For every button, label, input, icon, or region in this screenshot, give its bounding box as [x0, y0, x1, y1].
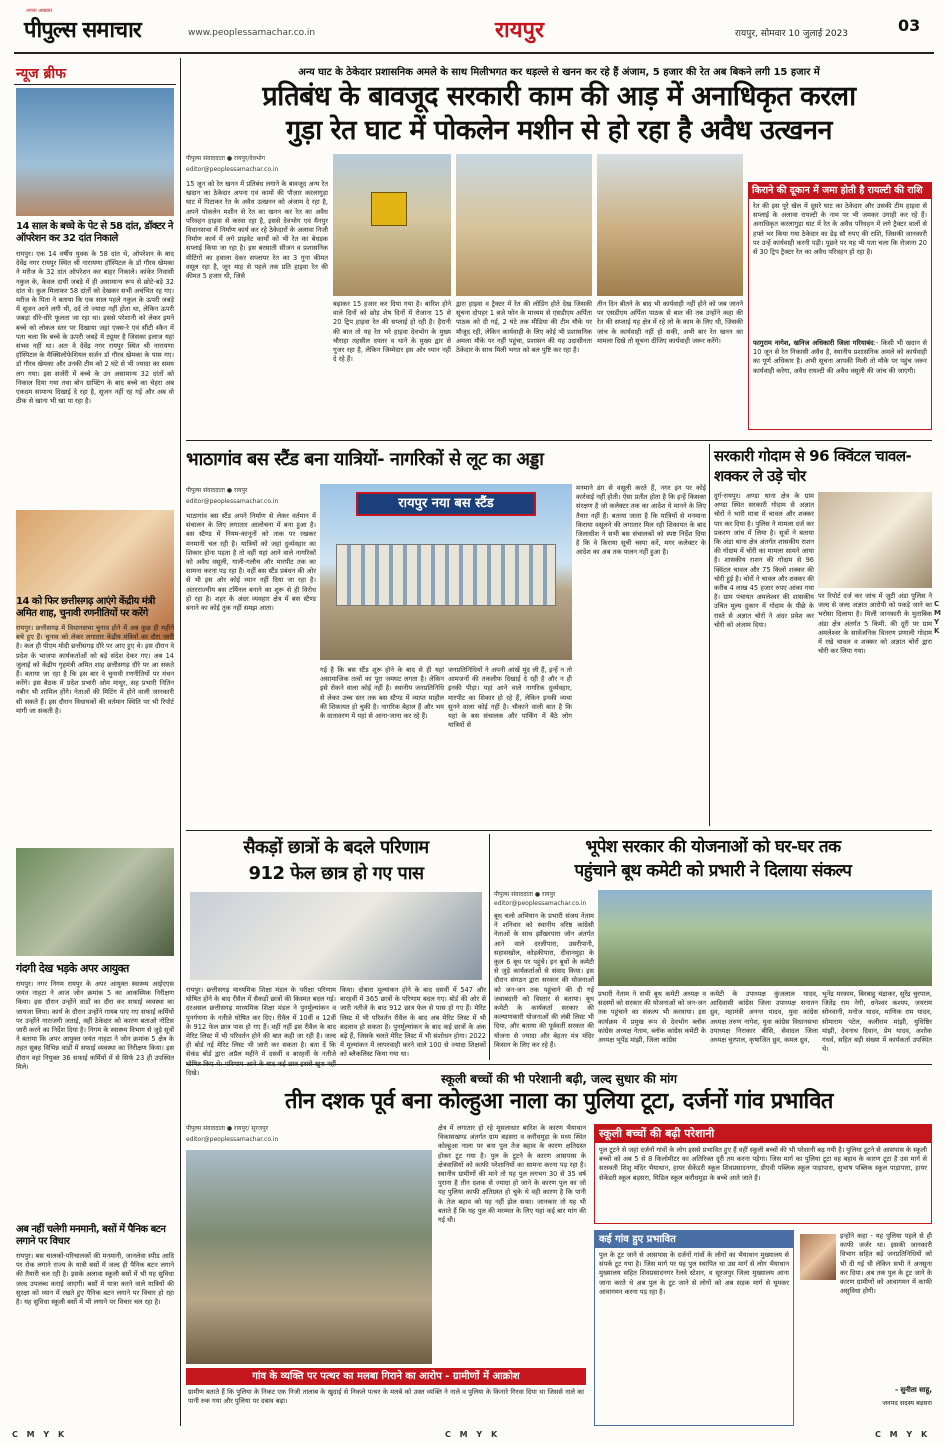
booth-col4: भुनेंद्र मरकाम, बिरबाहु चंद्राकर, सुरेंद्र चुरपाल, जितेंद्र राम नेगी, धनेश्वर कश्यप, जयराम सोनवानी, मनोज यादव, माणिक राम यादव, सोमाराम पटेल, कलीराम मांझी, युधिष्ठिर मांझी, देवनाथ दिवान, प्रेम यादव, अशोक गंधर्व, सहित बड़ी संख्या में कार्यकर्ता उपस्थित थे। — [822, 990, 932, 1054]
official-quote-text: इन्होंने कहा - यह पुलिया पहले से ही काफी जर्जर था। इसकी जानकारी विभाग सहित बड़े जनप्रतिनिधियों को भी दी गई थी लेकिन सभी ने अनसुना कर दिया। अब तक पुल के टूट जाने के कारण ग्रामीणों को आवागमन में काफी असुविधा होगी। — [840, 1232, 932, 1296]
amit-shah-photo — [16, 510, 174, 640]
booth-email[interactable]: editor@peoplessamachar.co.in — [494, 900, 587, 907]
cmyk-marks-right: C M Y K — [875, 1430, 931, 1439]
column-divider — [709, 444, 710, 826]
brief4-body: रायपुर। बस चालकों-परिचालकों की मनमानी, जानलेवा स्पीड आदि पर रोक लगाने राज्य के यात्री बसों में जल्द ही पैनिक बटन लगाने की तैयारी चल रही है। इसके अलावा स्कूली बसों में भी यह सुविधा जल्द उपलब्ध कराई जाएगी। बसों में यात्रा करने वाले यात्रियों की सुरक्षा को ध्यान में रखते हुए पैनिक बटन लगाने पर विचार हो रहा है। यह सुविधा स्कूली बसों में भी लगाने पर विचार चल रहा है। — [16, 1252, 174, 1307]
divider — [186, 440, 932, 441]
excavator-icon — [371, 192, 407, 226]
bus-col4: मनमाने ढंग से वसूली करते हैं, नगर इन पर कोई कार्रवाई नहीं होती। ऐसा प्रतीत होता है कि इन्हें किसका संरक्षण है जो कलेक्टर तक का आदेश ये मानने के लिए तैयार नहीं हैं। बताया जाता है कि यात्रियों से मनमाना किराया वसूलने की लगातार मिल रही शिकायत के बाद जिलाधीश ने सभी बस संचालकों को स्पष्ट निर्देश दिया है कि वे किराया सूची चस्पा करें, मगर कलेक्टर के आदेश का अब तक पालन नहीं हुआ है। — [576, 484, 706, 557]
lead-headline-1: प्रतिबंध के बावजूद सरकारी काम की आड़ में अनाधिकृत करला — [262, 81, 856, 112]
stone-debris-body: ग्रामीण बताते हैं कि पुलिया के निकट एक निजी तालाब के खुदाई से निकले पत्थर के मलबे को उक्त व्यक्ति ने नाले व पुलिया के किनारे गिरवा दिया था जिससे नाले का पानी रुक गया और पुलिया पर दबाव बढ़ा। — [188, 1388, 584, 1406]
divider — [186, 830, 932, 831]
sand-ghat-photo — [597, 154, 743, 296]
royalty-sidebar-title: किराने की दूकान में जमा होती है रायल्टी की राशि — [749, 183, 931, 199]
masthead — [0, 0, 945, 58]
godown-body: दुर्ग-रायपुर। अण्डा थाना क्षेत्र के ग्राम अण्डा स्थित सरकारी गोदाम से अज्ञात चोरों ने भारी मात्रा में चावल और शक्कर पार कर दिया है। पुलिस ने मामला दर्ज कर प्रकरण जांच में लिया है। सूत्रों ने बताया कि अंडा थाना क्षेत्र अंतर्गत शासकीय राशन की गोदाम में चोरी का मामला सामने आया है। शासकीय राशन की गोदाम से 96 क्विंटल चावल और 75 किलो शक्कर की चोरी हुई है। चोरों ने चावल और शक्कर की करीब 4 लाख 45 हजार रुपए आंका गया है। ग्राम पंचायत अमलेश्वर की शासकीय उचित मूल्य दुकान में गोदाम के पीछे के रास्ते से अज्ञात चोरों ने अंदर प्रवेश कर चोरी को अंजाम दिया। — [714, 492, 814, 629]
brief3-body: रायपुर। नगर निगम रायपुर के अपर आयुक्त स्वास्थ्य आईएएस जयंत नाहटा ने आज जोन क्रमांक 5 का आकस्मिक निरीक्षण किया। इस दौरान उन्होंने वार्डों का दौरा कर सफाई व्यवस्था का जायजा लिया। कार्य के दौरान उन्होंने गायब पाए गए सफाई कर्मियों पर उन्होंने नाराजगी जताई, वहीं ठेकेदार को कारण बताओ नोटिस जारी करने का निर्देश दिया है। निगम के स्वास्थ्य विभाग से जुड़े सूत्रों ने बताया कि अपर आयुक्त जयंत नाहटा ने जोन क्रमांक 5 क्षेत्र के तहत सुबह विभिन्न वार्डों में सफाई व्यवस्था का निरीक्षण किया। इस दौरान वहां नियुक्त 36 सफाई कर्मियों में से सिर्फ 23 ही उपस्थित मिले। — [16, 980, 174, 1071]
dateline: रायपुर, सोमवार 10 जुलाई 2023 — [735, 29, 849, 39]
stone-debris-box — [186, 1368, 586, 1426]
column-divider — [489, 834, 490, 1060]
paper-logo: पीपुल्स समाचार — [24, 18, 141, 43]
page-number: 03 — [898, 16, 921, 35]
lead-col1: 15 जून को रेत खनन में प्रतिबंध लगाने के बावजूद अन्य रेत खदान का ठेकेदार अपना एवं कामों की पौज़ार करलागुड़ा घाट में पिटाकर रेत के अवैध उत्खनन को अंजाम दे रहा है, अपने पोकलेन मशीन से रेत का खनन कर रेत का अवैध परिवहन हाइवा से करवा रहा है, इससे देवभोग एवं मैनपुर विधानसभा में निर्माण कार्य कर रहे ठेकेदारों के अलावा निजी निर्माण कार्य में लगे प्राइवेट कार्यों को भी रेत का बेधड़क सप्लाई किया जा रहा है। इस बरसाती सीजन व प्रशासनिक मीटिंगों का हवाला देकर सप्लायर रेत का 3 गुना कीमत वसूल रहा है, जून माह से पहले तक प्रति हाइवा रेत की कीमत 5 हजार थी, जिसे — [186, 180, 328, 281]
cmyk-footer — [0, 1428, 945, 1445]
brief4-headline: अब नहीं चलेगी मनमानी, बसों में पैनिक बटन लगाने पर विचार — [16, 1224, 166, 1247]
lead-col2: बढ़ाकर 15 हजार कर दिया गया है। बारिश होने वाले दिनों को छोड़ शेष दिनों में रोजाना 15 से 20 ट्रिप हाइवा रेत की सप्लाई हो रही है। हैरानी की बात तो यह रेत भरे हाइवा देवभोग के मुख्य चौराहा तहसील दफ्तर व थाने के मुख्य द्वार से गुजर रहा है, लेकिन जिम्मेदार इस ओर ध्यान नहीं दे रहे हैं। — [333, 300, 451, 364]
bus-col3: जनप्रतिनिधियों ने अपनी आंखें मूंद ली हैं, इन्हें न तो आमजनों की तकलीफ दिखाई दे रही है और न ही इनकी पीड़ा। यहां आने वाले नागरिक दुर्व्यवहार, मारपीट का शिकार हो रहे हैं, लेकिन इनकी व्यथा सुनने वाला कोई नहीं है। चौकाने वाली बात है कि यहां के बस संचालक और पार्किंग में बैठे लोग यात्रियों से — [448, 666, 572, 730]
booth-committee-photo — [598, 890, 932, 986]
brief2-body: रायपुर। छत्तीसगढ़ में विधानसभा चुनाव होने में अब कुछ ही महीने बचे हुए हैं। चुनाव को लेकर लगातार केंद्रीय मंत्रियों का दौरा जारी है। कल ही पीएम मोदी छत्तीसगढ़ दौरे पर आए हुए थे। इस दौरान वे प्रदेश के भाजपा कार्यकर्ताओं को बड़े संदेश देकर गए। अब 14 जुलाई को केंद्रीय गृहमंत्री अमित शाह छत्तीसगढ़ दौरे पर आ सकते हैं। बताया जा रहा है कि इस बार वे चुनावी रणनीतियों पर मंथन करेंगे। इस बैठक में प्रदेश प्रभारी ओम माथुर, सह प्रभारी नितिन नबीन भी शामिल होंगे। नेताओं की मिटिंग में होने वाली जानकारी सी सकते हैं। इस दौरान विधायकों की वर्तमान स्थिति पर भी रिपोर्ट मांगी जा सकती है। — [16, 624, 174, 715]
divider — [14, 84, 176, 85]
bridge-story — [186, 1068, 932, 1426]
bus-stand-building — [336, 544, 556, 606]
cmyk-marks-center: C M Y K — [445, 1430, 501, 1439]
lead-story — [186, 58, 932, 436]
students-problem-title: स्कूली बच्चों की बढ़ी परेशानी — [595, 1125, 931, 1143]
royalty-sidebar-quote: फागुराम नागेश, खनिज अधिकारी जिला गरियाबंद:- किसी भी खदान से 10 जून से रेत निकासी अवैध है, स्थानीय प्रशासनिक अमले को कार्यवाही का पूर्ण अधिकार है। अभी सूचना आपकी मिली तो मौके पर पहुंच जरूर कार्यवाही करेगा, अवैध रायल्टी की अवैध वसूली की जांच की जाएगी। — [753, 339, 927, 375]
bus-story — [186, 444, 706, 826]
masthead-tagline: अपना अखबार — [26, 8, 53, 14]
lead-byline: पीपुल्स संवाददाता ● रायपुर/देवभोग — [186, 155, 266, 162]
teeth-photo — [16, 88, 174, 216]
lead-headline-2: गुड़ा रेत घाट में पोकलेन मशीन से हो रहा है अवैध उत्खनन — [286, 115, 832, 146]
brief1-body: रायपुर। एक 14 वर्षीय युवक के 58 दांत थे, ऑपरेशन के बाद देवेंद्र नगर रायपुर स्थित श्री नारायणा हॉस्पिटल के डॉ गौरव खेमका ने मरीज के 32 दांत ऑपरेशन कर बाहर निकाले। कांकेर निवासी नकुल के, केवल दायीं जबड़े में ही असामान्य रूप से छोटे-बड़े 32 दांत थे। कुल मिलाकर 58 दांतों को देखकर सभी अचंभित रह गए। मरीज के पिता ने बताया कि एक साल पहले नकुल के ऊपरी जबड़े में सूजन आने लगी थी, दर्द तो ज्यादा नहीं होता था, लेकिन ऊपरी जबड़ा धीरे-धीरे फूलता जा रहा था। इससे परेशानी को लेकर इमने बच्चे को लोकल स्तर पर दिखाया जहां एक्स-रे एवं सीटी स्कैन में पता चला कि बच्चे के ऊपरी जबड़े में ट्यूमर है जिसका इलाज यहां संभव नहीं था। अतः वे देवेंद्र नगर रायपुर स्थित श्री नारायणा हॉस्पिटल के मैक्सिलोफेशियल सर्जन डॉ गौरव खेमका के पास गए। डॉ गौरव खेमका और उनकी टीम को 2 घंटे से भी ज्यादा का समय लग गया। इस सर्जरी में बच्चे के उन असामान्य 32 दांतों को निकाल दिया गया तथा बोन ग्राफ्टिंग के बाद बच्चे का चेहरा अब एकदम सामान्य दिखाई दे रहा है, सूजन नहीं रह गई और अब वो ठीक से खाना भी खा पा रहा है। — [16, 250, 174, 406]
column-divider — [180, 58, 181, 1426]
trolley-photo — [456, 154, 592, 296]
official-quote — [800, 1230, 932, 1426]
brief2-headline: 14 को फिर छत्तीसगढ़ आएंगे केंद्रीय मंत्री अमित शाह, चुनावी रणनीतियों पर करेंगे — [16, 596, 155, 619]
bridge-byline: पीपुल्स संवाददाता ● रायपुर/ सूरजपुर — [186, 1125, 269, 1132]
official-name: - सुनीता साहू, — [895, 1386, 932, 1394]
booth-byline: पीपुल्स संवाददाता ● रायपुर — [494, 891, 556, 898]
booth-col1: बूथ चलो अभियान के प्रभारी संजय नेताम ने शनिवार को स्थानीय वरिष्ठ कांग्रेसी नेताओं के साथ झाँखरपारा जोन अंतर्गत आने वाले दरलीपारा, उसरीपानी, सहासखोल, कोड़कीपारा, दीवानमुड़ा के कुल 6 बूथ पर पहुंचे। इन बूथों के कमेटी से जुड़े कार्यकर्ताओं से संवाद किया। इस दौरान संगठन द्वारा सरकार की योजनाओं को जन-जन तक पहुंचाने की दी गई जवाबदारी को विस्तार से बताया। बूथ कमेटी के कार्यकर्ता सरकार की कल्याणकारी योजनाओं की लंबी लिस्ट भी दिया, और बताया की पूर्ववर्ती सरकार की योजना से ज्यादा और बेहतर मंत्र मंदिर किसान के लिए कर रहे हैं। — [494, 912, 594, 1049]
masthead-rule — [14, 52, 934, 54]
godown-body2: पर रिपोर्ट दर्ज कर जांच में जुटी अंडा पुलिस ने जल्द से जल्द अज्ञात आरोपी को पकड़े जाने का भरोसा दिलाया है। मिली जानकारी के मुताबिक अंडा क्षेत्र अंतर्गत 5 किमी. की दूरी पर ग्राम अमलेश्वर के सार्वजनिक वितरण प्रणाली गोदाम में रखे चावल व शक्कर को अज्ञात चोरों द्वारा चोरी कर लिया गया। — [818, 592, 932, 656]
lead-col3: द्वारा हाइवा व ट्रैक्टर में रेत की लोडिंग होते देख जिसकी सूचना दोपहर 1 बजे फोन के माध्यम से एसडीएम अर्पिता पाठक को दी गई, 2 घंटे तक मीडिया की टीम मौके पर मौजूद रही, लेकिन कार्यवाही के लिए कोई भी प्रशासनिक अमला मौके पर नहीं पहुंचा, प्रशासन की यह उदासीनता ठेकेदार के साथ मिली भगत को बल पुष्टि कर रहा है। — [456, 300, 592, 355]
students-headline-2: 912 फेल छात्र हो गए पास — [248, 863, 424, 884]
bus-col2: गई है कि बस स्टैंड शुरू होने के बाद से ही यहां असामाजिक तत्वों का पूरा जमघट लगता है। लेकिन इसे रोकने वाला कोई नहीं है। स्थानीय जनप्रतिनिधि से लेकर उच्च स्तर तक बस स्टैण्ड में व्याप्त माहौल की शिकायत हो चुकी है। नागरिक बेहाल हैं और भय के वातावरण में यहां से आना-जाना कर रहे हैं। — [320, 666, 444, 721]
lead-kicker: अन्य घाट के ठेकेदार प्रशासनिक अमले के साथ मिलीभगत कर धड़ल्ले से खनन कर रहे हैं अंजाम, 5 हजार की रेत अब बिकने लगी 15 हजार में — [298, 67, 820, 78]
students-headline-1: सैकड़ों छात्रों के बदले परिणाम — [243, 837, 429, 858]
city-label: रायपुर — [495, 18, 544, 43]
bus-email[interactable]: editor@peoplessamachar.co.in — [186, 498, 279, 505]
royalty-sidebar — [748, 182, 932, 430]
broken-bridge-photo — [186, 1150, 432, 1364]
stone-debris-title: गांव के व्यक्ति पर पत्थर का मलबा गिराने का आरोप - ग्रामीणों में आक्रोश — [186, 1368, 586, 1385]
villages-affected-sidebar — [594, 1230, 794, 1426]
students-problem-body: पुल टूटने से जहां दर्जनों गांवों के लोग इससे प्रभावित हुए हैं वहीं स्कूली बच्चों की भी परेशानी बढ़ गयी है। पुलिया टूटने से आसपास के स्कूली बच्चों को अब 5 से 8 किलोमीटर का अतिरिक्त दूरी तय करना पड़ेगा। जिस मार्ग का पुलिया टूटा वह बहाव के कारण टूटा है उस मार्ग से सरस्वती शिशु मंदिर भैयाथान, हायर सेकेंडरी स्कूल शिवप्रसादनगर, डीएवी पब्लिक स्कूल पाड़ापारा, सुभाष पब्लिक स्कूल पाड़ापारा, हायर सेकेंडरी स्कूल बड़सरा, मिडिल स्कूल करौंधमुड़ा के बच्चे आते जाते हैं। — [599, 1146, 927, 1182]
booth-headline-2: पहुंचाने बूथ कमेटी को प्रभारी ने दिलाया संकल्प — [574, 861, 852, 881]
bus-byline: पीपुल्स संवाददाता ● रायपुर — [186, 487, 248, 494]
brief1-headline: 14 साल के बच्चे के पेट से 58 दांत, डॉक्टर ने ऑपरेशन कर 32 दांत निकाले — [16, 221, 173, 244]
cmyk-side-marks: C M Y K — [934, 600, 941, 635]
godown-story — [714, 444, 932, 826]
bus-headline: भाठागांव बस स्टैंड बना यात्रियों- नागरिकों से लूट का अड्डा — [186, 449, 544, 470]
lead-email[interactable]: editor@peoplessamachar.co.in — [186, 166, 279, 173]
news-brief-label: न्यूज ब्रीफ — [16, 66, 66, 82]
bridge-kicker: स्कूली बच्चों की भी परेशानी बढ़ी, जल्द सुधार की मांग — [440, 1072, 678, 1086]
rice-sacks-photo — [818, 492, 932, 588]
paper-url[interactable]: www.peoplessamachar.co.in — [188, 28, 316, 38]
divider — [186, 1064, 932, 1065]
villages-affected-body: पुल के टूट जाने से आसपास के दर्जनों गांवों के लोगों का भैयाथान मुख्यालय से संपर्क टूट गया है। जिस मार्ग पर यह पुल स्थापित था उस मार्ग से लोग भैयाथान मुख्यालय सहित शिवप्रसादनगर रेलवे स्टेशन, व सूरजपुर जिला मुख्यालय आना जाना करते थे अब पुल के टूट जाने से लोगों को अब सड़क मार्ग से घूमकर आवागमन करना पड़ रहा है। — [599, 1251, 789, 1296]
official-title: जनपद सदस्य बड़सरा — [882, 1399, 932, 1407]
students-col2: किया। दोबारा मूल्यांकन होने के बाद दसवीं में 547 और बारहवीं में 365 छात्रों के परिणाम बदल गए। बोर्ड की ओर से जारी नतीजे के बाद 912 छात्र फेल से पास हो गए हैं। मेरिट लिस्ट में भी परिवर्तन रीवैल के बाद अब मेरिट लिस्ट में भी बदलाव हो सकता है। पुनर्मूल्यांकन के बाद कई छात्रों के अंक बढ़े हैं, जिसके चलते मेरिट लिस्ट में भी संशोधन होगा। 2022 में मूल्यांकन में लापरवाही करने वाले 100 से ज्यादा शिक्षकों को ब्लैकलिस्ट किया गया था। — [340, 986, 486, 1059]
cmyk-marks-left: C M Y K — [12, 1430, 68, 1439]
students-col1: रायपुर। छत्तीसगढ़ माध्यमिक शिक्षा मंडल के परीक्षा परिणाम घोषित होने के बाद रीवैल में सैकड़ों छात्रों की किस्मत बदल गई। दरअसल छत्तीसगढ़ माध्यमिक शिक्षा मंडल ने पुनर्मूल्यांकन व पुनर्गणना के नतीजे घोषित कर दिए। रीवैल में 10वीं व 12वीं के 912 फेल छात्र पास हो गए हैं। वहीं नहीं इस रीवैल के बाद मेरिट लिस्ट में भी परिवर्तन होने की बात कही जा रही है। जल्द ही बोर्ड नई मेरिट लिस्ट भी जारी कर सकता है। बता दें कि सेकंड बोर्ड द्वारा अप्रैल महीने में दसवीं व बारहवीं के नतीजे दिखे। — [186, 986, 336, 1077]
bridge-email[interactable]: editor@peoplessamachar.co.in — [186, 1136, 279, 1143]
villages-affected-title: कई गांव हुए प्रभावित — [595, 1231, 793, 1248]
news-brief-column — [14, 58, 176, 1426]
students-story — [186, 834, 486, 1077]
official-photo — [800, 1234, 836, 1280]
royalty-sidebar-body: रेत की इस पूरे खेल में दूसरे घाट का ठेकेदार और उसकी टीम हाइवा से सप्लाई के अलावा रायल्टी के नाम पर भी जमकर उगाही कर रहे हैं। अनाधिकृत करलागुड़ा घाट में रेत के अवैध परिवहन में लगे ट्रैक्टर वालों से हफ्ते भर किया गया ठेकेदार का डेढ़ सौ रुपए की राशि, जिसकी जानकारी पर उन्हें कार्यवाही करनी पड़ी। पूछने पर यह भी पता चला कि रोजाना 20 से 30 ट्रिप ट्रैक्टर रेत का अवैध परिवहन हो रहा है। — [753, 202, 927, 257]
lead-col4: तीन दिन बीतने के बाद भी कार्यवाही नहीं होने को जब जानने पर एसडीएम अर्पिता पाठक से बात की तब उन्होंने कहा की रेत की सप्लाई यह क्षेत्र में रहे लो के काम के लिए थी, जिसकी जांच के कार्यवाही नहीं हो सकी, अभी बार रेत खनन का मामला दिखे तो सूचना दीजिए कार्यवाही जरूर करेंगे। — [597, 300, 743, 345]
board-office-photo — [190, 892, 482, 980]
brief3-headline: गंदगी देख भड़के अपर आयुक्त — [16, 962, 129, 975]
godown-headline: सरकारी गोदाम से 96 क्विंटल चावल-शक्कर ले उड़े चोर — [714, 447, 912, 485]
booth-story — [494, 834, 932, 1060]
officer-photo — [16, 848, 174, 956]
bridge-col1: क्षेत्र में लगातार हो रहे मूसलाधार बारिश के कारण भैयाथान विकासखण्ड अंतर्गत ग्राम बड़सरा व करौंधमुड़ा के मध्य स्थित कोल्हुआ नाला पर बना पुल तेज बहाव के कारण क्षतिग्रस्त होकर टूट गया है। पुल के टूटने के कारण आसपास के क्षेत्रवासियों को काफी परेशानियों का सामना करना पड़ रहा है। स्थानीय ग्रामीणों की माने तो यह पुल लगभग 30 से 35 वर्ष पुराना है तीन दशक से ज्यादा हो जाने के कारण पुल का जो यह पुलिया काफी क्षतिग्रस्त हो चुके थे वही कारण है कि पानी के तेज बहाव को यह नहीं झेल सका। जानकार तो यह भी बताते हैं कि यह पुल की मरम्मत के लिए यहां कई बार मांग की गई थी। — [438, 1124, 586, 1225]
students-problem-sidebar — [594, 1124, 932, 1224]
bridge-headline: तीन दशक पूर्व बना कोल्हुआ नाला का पुलिया टूटा, दर्जनों गांव प्रभावित — [285, 1089, 833, 1114]
bus-stand-banner: रायपुर नया बस स्टैंड — [356, 492, 536, 516]
booth-headline-1: भूपेश सरकार की योजनाओं को घर-घर तक — [585, 837, 841, 857]
booth-col2: प्रभारी नेताम ने सभी बूथ कमेटी अध्यक्ष व सदस्यों को सरकार की योजनाओं को जन-जन तक पहुंचाने का संकल्प भी करवाया। इस कार्यक्रम में प्रमुख रूप से देवभोग ब्लॉक कांग्रेस अध्यक्ष नेताम, ब्लॉक कांग्रेस कमेटी के अध्यक्ष भूपेंद्र मांझी, जिला कांग्रेस — [598, 990, 706, 1045]
bus-col1: भाठागांव बस स्टैंड अपने निर्माण से लेकर वर्तमान में संचालन के लिए लगातार आलोचना में बना हुआ है। बस स्टैण्ड में नियम-कानूनों को ताक पर रखकर मनमानी चल रही है। यात्रियों को जहां दुर्व्यवहार का शिकार होना पड़ता है तो वहीं यहां आने वाले नागरिकों को अवैध वसूली, गाली-गलौच और मारपीट तक का सामना करना पड़ रहा है। वहीं बस स्टैंड प्रबंधन की ओर से भी इस ओर कोई ध्यान नहीं दिया जा रहा है। अंतरराज्यीय बस टर्मिनल बनाने का शुरू से ही विरोध हो रहा है। शहर के अंदर व्यवहार क्षेत्र में बस स्टैण्ड बनाने का कोई तुक नहीं समझ आता। — [186, 512, 316, 613]
booth-col3: कमेटी के उपाध्यक्ष कुंजलाल यादव, आदिवासी कांग्रेस जिला उपाध्यक्ष सनातन ध्रुव, महामंत्री अनन्त यादव, युवा कांग्रेस अध्यक्ष तरुण नागेश, युवा कांग्रेस विधानसभा उपाध्यक्ष निराकार बीसि, सेवादल जिला अध्यक्ष चुरपाल, कृषाजित ध्रुव, कमल ध्रुव, — [710, 990, 818, 1045]
